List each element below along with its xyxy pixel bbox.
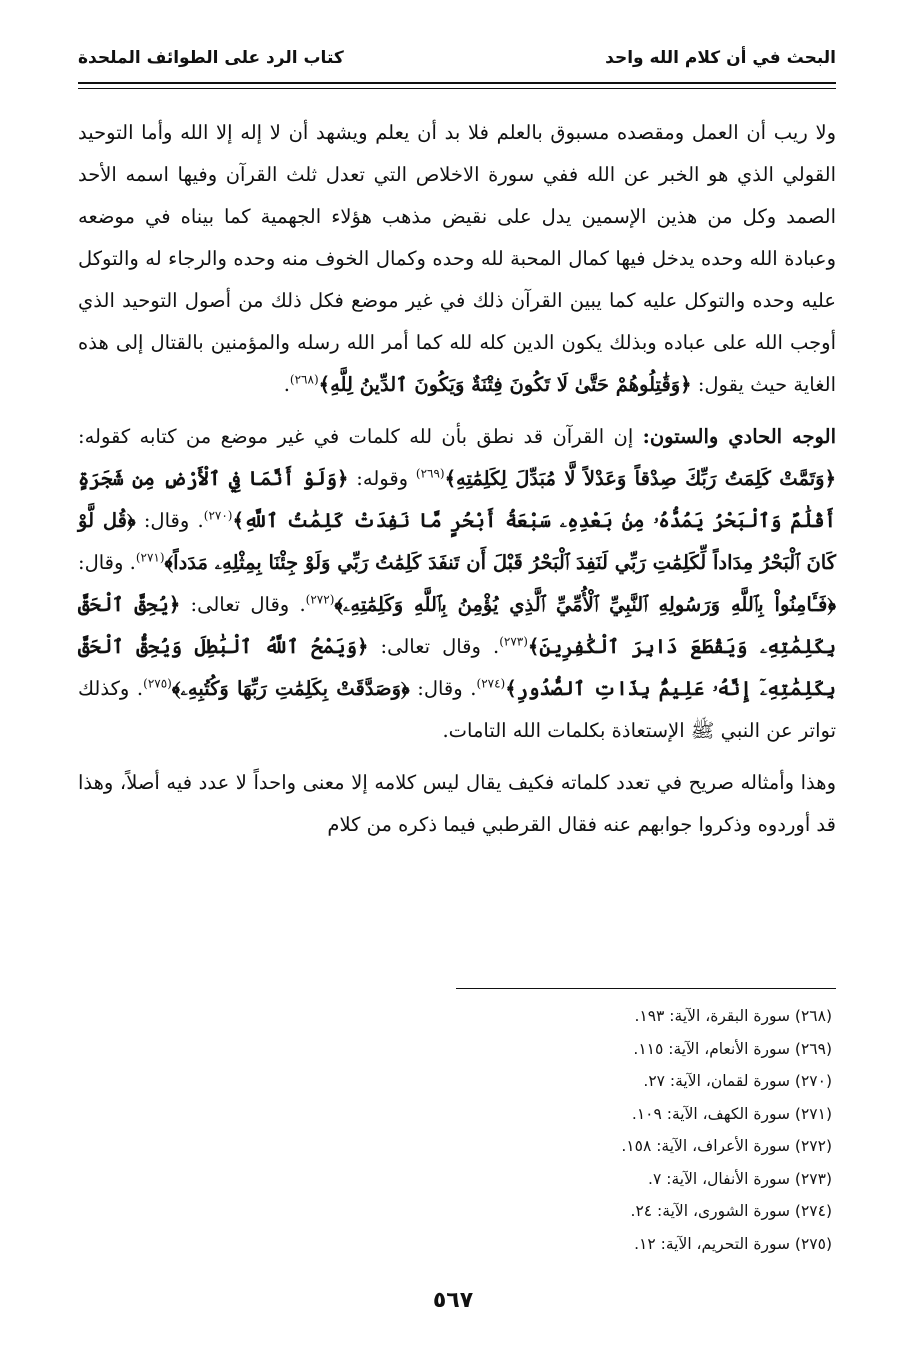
connector-text: وقال: — [143, 509, 190, 532]
connector-text: وقال تعالى: — [380, 635, 481, 658]
quran-verse: ﴿وَيَمْحُ ٱللَّهُ ٱلْبَٰطِلَ وَيُحِقُّ ٱلْحَقَّ بِكَلِمَٰتِهِۦٓ إِنَّهُۥ عَلِيمٌۢ بِذَاتِ ٱلصُّدُورِ﴾ — [78, 635, 836, 700]
footnotes — [300, 1000, 832, 1260]
header-divider-thick — [78, 82, 836, 84]
paragraph-3 — [78, 762, 836, 846]
running-header — [78, 38, 836, 78]
footnote-item: (٢٧٥) سورة التحريم، الآية: ١٢. — [634, 1234, 832, 1253]
header-divider-thin — [78, 88, 836, 89]
footnote-item: (٢٦٨) سورة البقرة، الآية: ١٩٣. — [634, 1007, 832, 1025]
paragraph-2: الوجه الحادي والستون: إن القرآن قد نطق بأن لله كلمات في غير موضع من كتابه كقوله: ﴿وَتَمَّتْ كَلِمَتُ رَبِّكَ صِدْقاً وَعَدْلاً لَّا مُبَدِّلَ لِكَلِمَٰتِهِ﴾$^{(٢٦٩)}$ وقوله: ﴿وَلَوْ أَنَّمَا فِي ٱلْأَرْضِ مِن شَجَرَةٍ أَقْلَٰمٌ وَٱلْبَحْرُ يَمُدُّهُۥ مِنۢ بَعْدِهِۦ سَبْعَةُ أَبْحُرٍ مَّا نَفِدَتْ كَلِمَٰتُ ٱللَّهِ﴾$^{(٢٧٠)}$. وقال: ﴿قُل لَّوْ كَانَ ٱلْبَحْرُ مِدَاداً لِّكَلِمَٰتِ رَبِّي لَنَفِدَ ٱلْبَحْرُ قَبْلَ أَن تَنفَدَ كَلِمَٰتُ رَبِّي وَلَوْ جِئْنَا بِمِثْلِهِۦ مَدَداً﴾$^{(٢٧١)}$. وقال: ﴿فَـَٔامِنُواْ بِٱللَّهِ وَرَسُولِهِ ٱلنَّبِيِّ ٱلْأُمِّيِّ ٱلَّذِي يُؤْمِنُ بِٱللَّهِ وَكَلِمَٰتِهِۦ﴾$^{(٢٧٢)}$. وقال تعالى: ﴿يُحِقَّ ٱلْحَقَّ بِكَلِمَٰتِهِۦ وَيَقْطَعَ دَابِرَ ٱلْكَٰفِرِينَ﴾$^{(٢٧٣)}$. وقال تعالى: ﴿وَيَمْحُ ٱللَّهُ ٱلْبَٰطِلَ وَيُحِقُّ ٱلْحَقَّ بِكَلِمَٰتِهِۦٓ إِنَّهُۥ عَلِيمٌۢ بِذَاتِ ٱلصُّدُورِ﴾$^{(٢٧٤)}$. وقال: ﴿وَصَدَّقَتْ بِكَلِمَٰتِ رَبِّهَا وَكُتُبِهِۦ﴾$^{(٢٧٥)}$. وكذلك تواتر عن النبي ﷺ الإستعاذة بكلمات الله التامات. — [78, 425, 837, 742]
footnote-ref: (٢٧٠) — [203, 508, 233, 523]
quran-verse: ﴿وَصَدَّقَتْ بِكَلِمَٰتِ رَبِّهَا وَكُتُبِهِۦ﴾ — [171, 677, 410, 700]
connector-text: وقال تعالى: — [190, 593, 290, 616]
footnote-ref: (٢٧٤) — [476, 676, 506, 691]
footnote-item: (٢٧١) سورة الكهف، الآية: ١٠٩. — [631, 1104, 832, 1123]
footnote-ref: (٢٦٨) — [289, 372, 319, 387]
quran-verse: ﴿فَـَٔامِنُواْ بِٱللَّهِ وَرَسُولِهِ ٱلنَّبِيِّ ٱلْأُمِّيِّ ٱلَّذِي يُؤْمِنُ بِٱللَّهِ وَكَلِمَٰتِهِۦ﴾ — [334, 593, 836, 616]
connector-text: . وكذلك تواتر عن النبي ﷺ الإستعاذة بكلمات الله التامات. — [78, 677, 836, 742]
footnote-ref: (٢٧٢) — [305, 592, 335, 607]
footnote-item: (٢٧٢) سورة الأعراف، الآية: ١٥٨. — [621, 1137, 832, 1155]
footnote-item: (٢٦٩) سورة الأنعام، الآية: ١١٥. — [633, 1039, 832, 1058]
paragraph-2-intro: إن القرآن قد نطق بأن لله كلمات في غير موضع من كتابه كقوله: — [78, 425, 634, 448]
book-title: كتاب الرد على الطوائف الملحدة — [78, 48, 344, 68]
connector-text: وقال: — [78, 551, 124, 574]
paragraph-1: ولا ريب أن العمل ومقصده مسبوق بالعلم فلا بد أن يعلم ويشهد أن لا إله إلا الله وأما التوحيد القولي الذي هو الخبر عن الله ففي سورة الاخلاص التي تعدل ثلث القرآن وفيها اسمه الأحد الصمد وكل من هذين الإسمين يدل على نقيض مذهب هؤلاء الجهمية كما بيناه في موضعه وعبادة الله وحده يدخل فيها كمال المحبة لله وحده وكمال الخوف منه وحده والرجاء له والتوكل عليه وحده والتوكل عليه كما يبين القرآن ذلك في غير موضع فكل ذلك من أصول التوحيد الذي أوجب الله على عباده وبذلك يكون الدين كله لله كما أمر الله رسله والمؤمنين بالقتال إلى هذه الغاية حيث يقول: ﴿وَقَٰتِلُوهُمْ حَتَّىٰ لَا تَكُونَ فِتْنَةٌ وَيَكُونَ ٱلدِّينُ لِلَّهِ﴾$^{(٢٦٨)}$. — [78, 121, 836, 396]
quran-verse: ﴿وَلَوْ أَنَّمَا فِي ٱلْأَرْضِ مِن شَجَرَةٍ أَقْلَٰمٌ وَٱلْبَحْرُ يَمُدُّهُۥ مِنۢ بَعْدِهِۦ سَبْعَةُ أَبْحُرٍ مَّا نَفِدَتْ كَلِمَٰتُ ٱللَّهِ﴾ — [78, 467, 836, 532]
connector-text: وقوله: — [356, 467, 409, 490]
section-heading: الوجه الحادي والستون: — [642, 425, 836, 448]
footnote-ref: (٢٦٩) — [415, 466, 445, 481]
connector-text: وقال: — [417, 677, 463, 700]
footnote-ref: (٢٧٥) — [143, 676, 172, 691]
chapter-title: البحث في أن كلام الله واحد — [605, 48, 836, 68]
quran-verse: ﴿وَقَٰتِلُوهُمْ حَتَّىٰ لَا تَكُونَ فِتْنَةٌ وَيَكُونَ ٱلدِّينُ لِلَّهِ﴾ — [318, 373, 692, 396]
page-number: ٥٦٧ — [432, 1288, 474, 1313]
footnote-divider — [456, 988, 836, 989]
footnote-item: (٢٧٣) سورة الأنفال، الآية: ٧. — [648, 1169, 832, 1188]
paragraph-3-text: وهذا وأمثاله صريح في تعدد كلماته فكيف يقال ليس كلامه إلا معنى واحداً لا عدد فيه أصلاً، وهذا قد أوردوه وذكروا جوابهم عنه فقال القرطبي فيما ذكره من كلام — [78, 771, 836, 836]
footnote-item: (٢٧٤) سورة الشورى، الآية: ٢٤. — [630, 1202, 832, 1220]
quran-verse: ﴿يُحِقَّ ٱلْحَقَّ بِكَلِمَٰتِهِۦ وَيَقْطَعَ دَابِرَ ٱلْكَٰفِرِينَ﴾ — [78, 593, 836, 658]
footnote-ref: (٢٧٣) — [499, 634, 528, 649]
main-text — [78, 112, 836, 846]
quran-verse: ﴿قُل لَّوْ كَانَ ٱلْبَحْرُ مِدَاداً لِّكَلِمَٰتِ رَبِّي لَنَفِدَ ٱلْبَحْرُ قَبْلَ أَن تَنفَدَ كَلِمَٰتُ رَبِّي وَلَوْ جِئْنَا بِمِثْلِهِۦ مَدَداً﴾ — [78, 509, 836, 574]
footnote-ref: (٢٧١) — [135, 550, 165, 565]
footnote-item: (٢٧٠) سورة لقمان، الآية: ٢٧. — [643, 1072, 832, 1090]
paragraph-1-text: ولا ريب أن العمل ومقصده مسبوق بالعلم فلا بد أن يعلم ويشهد أن لا إله إلا الله وأما التوحيد القولي الذي هو الخبر عن الله ففي سورة الاخلاص التي تعدل ثلث القرآن وفيها اسمه الأحد الصمد وكل من هذين الإسمين يدل على نقيض مذهب هؤلاء الجهمية كما بيناه في موضعه وعبادة الله وحده يدخل فيها كمال المحبة لله وحده وكمال الخوف منه وحده والرجاء له والتوكل عليه وحده والتوكل عليه كما يبين القرآن ذلك في غير موضع فكل ذلك من أصول التوحيد الذي أوجب الله على عباده وبذلك يكون الدين كله لله كما أمر الله رسله والمؤمنين بالقتال إلى هذه الغاية حيث يقول: — [78, 121, 836, 396]
quran-verse: ﴿وَتَمَّتْ كَلِمَتُ رَبِّكَ صِدْقاً وَعَدْلاً لَّا مُبَدِّلَ لِكَلِمَٰتِهِ﴾ — [444, 467, 837, 490]
